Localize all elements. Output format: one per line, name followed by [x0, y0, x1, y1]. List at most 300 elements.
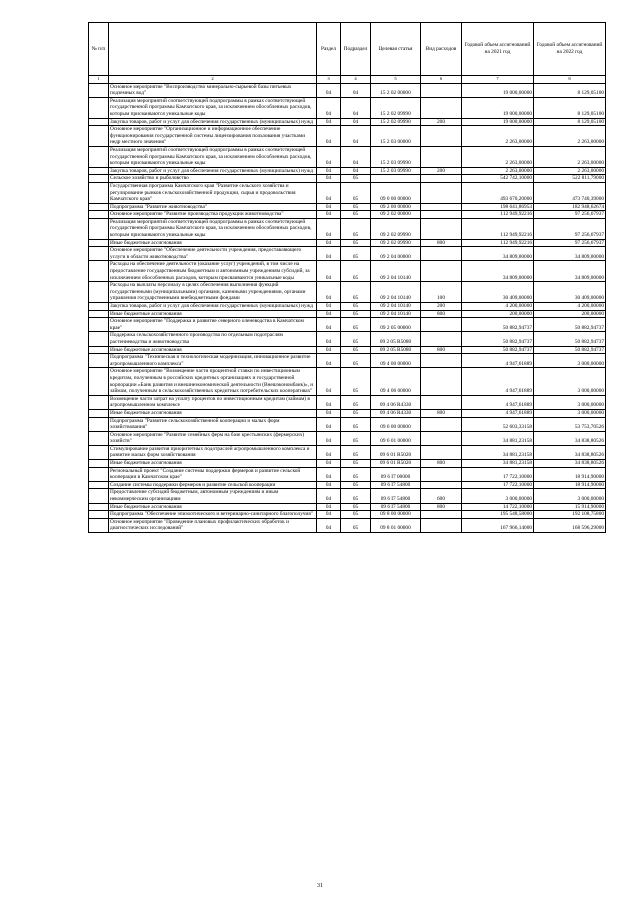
vid-cell	[421, 261, 462, 282]
col-number: 4	[341, 76, 371, 84]
num-cell	[89, 409, 109, 417]
amount-2022-cell: 522 811,79000	[534, 175, 606, 183]
razdel-cell: 04	[317, 247, 341, 261]
tselevaya-cell: 15 2 02 00000	[371, 83, 421, 97]
vid-cell	[421, 318, 462, 332]
razdel-cell: 04	[317, 239, 341, 247]
podrazdel-cell: 05	[341, 261, 371, 282]
name-cell: Возмещение части затрат на уплату процентов по инвестиционным кредитам (займам) в агропромышленном комплексе	[109, 395, 317, 409]
podrazdel-cell: 05	[341, 239, 371, 247]
num-cell	[89, 282, 109, 303]
podrazdel-cell: 05	[341, 467, 371, 481]
header-2022: Годовой объем ассигнований на 2022 год	[534, 23, 606, 76]
num-cell	[89, 354, 109, 368]
header-podrazdel: Подраздел	[341, 23, 371, 76]
name-cell: Реализация мероприятий соответствующей подпрограммы в рамках соответствующей государственной программы Камчатского края, за исключением обособленных расходов, которым присваиваются уникальные коды	[109, 146, 317, 167]
vid-cell	[421, 481, 462, 489]
name-cell: Подпрограмма "Техническая и технологическая модернизация, инновационное развитие агропромышленного комплекса"	[109, 354, 317, 368]
vid-cell	[421, 445, 462, 459]
col-number: 2	[109, 76, 317, 84]
num-cell	[89, 310, 109, 318]
header-num: № п/п	[89, 23, 109, 76]
table-row	[89, 303, 606, 311]
podrazdel-cell: 05	[341, 417, 371, 431]
header-2021: Годовой объем ассигнований на 2021 год	[462, 23, 534, 76]
vid-cell	[421, 467, 462, 481]
name-cell: Подпрограмма "Обеспечение эпизоотического и ветеринарно-санитарного благополучия"	[109, 511, 317, 519]
num-cell	[89, 511, 109, 519]
podrazdel-cell: 05	[341, 489, 371, 503]
col-number: 7	[462, 76, 534, 84]
razdel-cell: 04	[317, 211, 341, 219]
amount-2021-cell: 14 722,10000	[462, 503, 534, 511]
vid-cell	[421, 211, 462, 219]
amount-2022-cell: 34 809,00000	[534, 261, 606, 282]
name-cell: Реализация мероприятий соответствующей подпрограммы в рамках соответствующей государственной программы Камчатского края, за исключением обособленных расходов, которым присваиваются уникальные коды	[109, 218, 317, 239]
name-cell: Основное мероприятие "Воспроизводство минерально-сырьевой базы питьевых подземных вод"	[109, 83, 317, 97]
amount-2021-cell: 34 809,00000	[462, 261, 534, 282]
table-row	[89, 417, 606, 431]
column-number-row	[89, 76, 606, 84]
tselevaya-cell: 09 2 02 09990	[371, 218, 421, 239]
razdel-cell: 04	[317, 318, 341, 332]
amount-2021-cell: 34 881,23158	[462, 431, 534, 445]
table-row	[89, 503, 606, 511]
tselevaya-cell: 09 2 04 10140	[371, 310, 421, 318]
name-cell: Иные бюджетные ассигнования	[109, 460, 317, 468]
vid-cell	[421, 218, 462, 239]
amount-2022-cell: 97 256,67937	[534, 218, 606, 239]
name-cell: Государственная программа Камчатского края "Развитие сельского хозяйства и регулирование рынков сельскохозяйственной продукции, сырья и продовольствия Камчатского края"	[109, 182, 317, 203]
name-cell: Основное мероприятие "Обеспечение деятельности учреждения, предоставляющего услуги в области животноводства"	[109, 247, 317, 261]
vid-cell: 100	[421, 282, 462, 303]
tselevaya-cell: 09 2 04 10140	[371, 303, 421, 311]
amount-2022-cell: 30 409,00000	[534, 282, 606, 303]
razdel-cell: 04	[317, 417, 341, 431]
table-row	[89, 481, 606, 489]
amount-2022-cell: 4 200,00000	[534, 303, 606, 311]
podrazdel-cell: 05	[341, 332, 371, 346]
name-cell: Основное мероприятие "Развитие производства продукции животноводства"	[109, 211, 317, 219]
name-cell: Иные бюджетные ассигнования	[109, 310, 317, 318]
vid-cell	[421, 518, 462, 532]
vid-cell: 200	[421, 167, 462, 175]
table-row	[89, 445, 606, 459]
table-row	[89, 511, 606, 519]
name-cell: Основное мероприятие "Поддержка и развитие северного оленеводства в Камчатском крае"	[109, 318, 317, 332]
name-cell: Основное мероприятие "Развитие семейных ферм на базе крестьянских (фермерских) хозяйств"	[109, 431, 317, 445]
razdel-cell: 04	[317, 395, 341, 409]
podrazdel-cell: 05	[341, 282, 371, 303]
podrazdel-cell: 05	[341, 354, 371, 368]
amount-2022-cell: 97 256,67937	[534, 211, 606, 219]
amount-2022-cell: 53 753,70526	[534, 417, 606, 431]
amount-2022-cell: 3 000,00000	[534, 395, 606, 409]
tselevaya-cell: 09 6 00 00000	[371, 417, 421, 431]
amount-2022-cell: 34 838,80526	[534, 460, 606, 468]
vid-cell	[421, 175, 462, 183]
name-cell: Иные бюджетные ассигнования	[109, 239, 317, 247]
num-cell	[89, 460, 109, 468]
amount-2021-cell: 167 966,14000	[462, 518, 534, 532]
name-cell: Поддержка сельскохозяйственного производства по отдельным подотраслям растениеводства и животноводства	[109, 332, 317, 346]
amount-2022-cell: 2 263,00000	[534, 126, 606, 147]
name-cell: Предоставление субсидий бюджетным, автономным учреждениям и иным некоммерческим организациям	[109, 489, 317, 503]
podrazdel-cell: 05	[341, 409, 371, 417]
podrazdel-cell: 04	[341, 83, 371, 97]
vid-cell	[421, 126, 462, 147]
razdel-cell: 04	[317, 511, 341, 519]
razdel-cell: 04	[317, 518, 341, 532]
podrazdel-cell: 05	[341, 303, 371, 311]
razdel-cell: 04	[317, 97, 341, 118]
razdel-cell: 04	[317, 167, 341, 175]
razdel-cell: 04	[317, 182, 341, 203]
vid-cell	[421, 182, 462, 203]
tselevaya-cell: 09 6 I7 54800	[371, 503, 421, 511]
name-cell: Региональный проект "Создание системы поддержки фермеров и развитие сельской кооперации в Камчатском крае"	[109, 467, 317, 481]
name-cell: Иные бюджетные ассигнования	[109, 346, 317, 354]
amount-2021-cell: 4 947,61889	[462, 409, 534, 417]
vid-cell: 800	[421, 503, 462, 511]
table-row	[89, 118, 606, 126]
amount-2021-cell: 17 722,10000	[462, 481, 534, 489]
num-cell	[89, 126, 109, 147]
amount-2022-cell: 50 882,94737	[534, 318, 606, 332]
tselevaya-cell: 09 6 01 R5020	[371, 460, 421, 468]
header-name	[109, 23, 317, 76]
name-cell: Стимулирование развития приоритетных подотраслей агропромышленного комплекса и развитие малых форм хозяйствования	[109, 445, 317, 459]
podrazdel-cell: 05	[341, 460, 371, 468]
amount-2021-cell: 493 670,20000	[462, 182, 534, 203]
table-row	[89, 203, 606, 211]
tselevaya-cell: 09 2 04 10140	[371, 261, 421, 282]
table-row	[89, 146, 606, 167]
razdel-cell: 04	[317, 467, 341, 481]
razdel-cell: 04	[317, 303, 341, 311]
tselevaya-cell: 09 4 06 R4330	[371, 409, 421, 417]
amount-2021-cell: 52 603,33158	[462, 417, 534, 431]
amount-2021-cell: 112 949,92216	[462, 239, 534, 247]
amount-2021-cell: 34 809,00000	[462, 247, 534, 261]
amount-2021-cell: 200,00000	[462, 310, 534, 318]
vid-cell: 200	[421, 303, 462, 311]
vid-cell	[421, 354, 462, 368]
table-row	[89, 395, 606, 409]
col-number: 1	[89, 76, 109, 84]
vid-cell	[421, 431, 462, 445]
amount-2021-cell: 34 881,23158	[462, 445, 534, 459]
podrazdel-cell: 04	[341, 146, 371, 167]
podrazdel-cell: 05	[341, 247, 371, 261]
num-cell	[89, 481, 109, 489]
podrazdel-cell: 04	[341, 167, 371, 175]
razdel-cell: 04	[317, 460, 341, 468]
num-cell	[89, 318, 109, 332]
vid-cell: 800	[421, 239, 462, 247]
amount-2022-cell: 8 129,05100	[534, 118, 606, 126]
name-cell: Подпрограмма "Развитие животноводства"	[109, 203, 317, 211]
vid-cell	[421, 97, 462, 118]
amount-2021-cell: 4 947,61889	[462, 368, 534, 395]
podrazdel-cell: 05	[341, 318, 371, 332]
vid-cell: 600	[421, 489, 462, 503]
amount-2021-cell: 3 000,00000	[462, 489, 534, 503]
table-row	[89, 310, 606, 318]
tselevaya-cell: 09 6 01 R5020	[371, 445, 421, 459]
tselevaya-cell: 09 2 02 00000	[371, 211, 421, 219]
podrazdel-cell: 05	[341, 211, 371, 219]
amount-2022-cell: 8 129,05100	[534, 83, 606, 97]
podrazdel-cell: 05	[341, 182, 371, 203]
name-cell: Подпрограмма "Развитие сельскохозяйственной кооперации и малых форм хозяйствования"	[109, 417, 317, 431]
num-cell	[89, 247, 109, 261]
vid-cell: 800	[421, 310, 462, 318]
razdel-cell: 04	[317, 261, 341, 282]
num-cell	[89, 417, 109, 431]
amount-2022-cell: 34 809,00000	[534, 247, 606, 261]
name-cell: Иные бюджетные ассигнования	[109, 503, 317, 511]
num-cell	[89, 167, 109, 175]
tselevaya-cell: 09 2 00 00000	[371, 203, 421, 211]
razdel-cell: 04	[317, 445, 341, 459]
tselevaya-cell: 15 2 03 00000	[371, 126, 421, 147]
num-cell	[89, 503, 109, 511]
amount-2022-cell: 50 882,94737	[534, 346, 606, 354]
table-row	[89, 261, 606, 282]
tselevaya-cell: 09 6 I7 00000	[371, 467, 421, 481]
num-cell	[89, 489, 109, 503]
table-row	[89, 97, 606, 118]
amount-2021-cell: 17 722,10000	[462, 467, 534, 481]
table-row	[89, 332, 606, 346]
amount-2022-cell: 182 948,62674	[534, 203, 606, 211]
podrazdel-cell: 05	[341, 431, 371, 445]
header-razdel: Раздел	[317, 23, 341, 76]
table-row	[89, 409, 606, 417]
table-row	[89, 282, 606, 303]
table-row	[89, 182, 606, 203]
amount-2021-cell: 112 949,92216	[462, 211, 534, 219]
num-cell	[89, 239, 109, 247]
amount-2022-cell: 3 000,00000	[534, 368, 606, 395]
num-cell	[89, 518, 109, 532]
podrazdel-cell: 05	[341, 395, 371, 409]
amount-2021-cell: 19 000,00000	[462, 118, 534, 126]
amount-2022-cell: 473 740,39000	[534, 182, 606, 203]
table-row	[89, 489, 606, 503]
table-row	[89, 368, 606, 395]
amount-2021-cell: 4 947,61889	[462, 395, 534, 409]
name-cell: Закупка товаров, работ и услуг для обеспечения государственных (муниципальных) нужд	[109, 167, 317, 175]
razdel-cell: 04	[317, 175, 341, 183]
razdel-cell: 04	[317, 332, 341, 346]
amount-2022-cell: 3 000,00000	[534, 489, 606, 503]
amount-2021-cell: 198 641,86953	[462, 203, 534, 211]
amount-2022-cell: 2 263,00000	[534, 167, 606, 175]
tselevaya-cell: 09 2 02 09990	[371, 239, 421, 247]
tselevaya-cell: 09 2 04 10140	[371, 282, 421, 303]
table-row	[89, 354, 606, 368]
name-cell: Основное мероприятие "Организационное и информационное обеспечение функционирования государственной системы лицензирования пользования участками недр местного значения"	[109, 126, 317, 147]
tselevaya-cell: 09 2 05 00000	[371, 318, 421, 332]
name-cell: Основное мероприятие "Возмещение части процентной ставки по инвестиционным кредитам, полученным в российских кредитных организациях и государственной корпорации «Банк развития и внешнеэкономической деятельности (Внешэкономбанк)», и займам, полученным в сельскохозяйственных кредитных потребительских кооперативах"	[109, 368, 317, 395]
table-row	[89, 467, 606, 481]
vid-cell	[421, 203, 462, 211]
amount-2022-cell: 34 838,80526	[534, 445, 606, 459]
table-row	[89, 318, 606, 332]
amount-2021-cell: 50 882,94737	[462, 318, 534, 332]
header-row	[89, 23, 606, 76]
razdel-cell: 04	[317, 346, 341, 354]
vid-cell	[421, 83, 462, 97]
razdel-cell: 04	[317, 354, 341, 368]
amount-2021-cell: 30 409,00000	[462, 282, 534, 303]
vid-cell	[421, 247, 462, 261]
vid-cell	[421, 417, 462, 431]
num-cell	[89, 395, 109, 409]
podrazdel-cell: 05	[341, 175, 371, 183]
tselevaya-cell: 09 4 06 00000	[371, 368, 421, 395]
vid-cell	[421, 395, 462, 409]
vid-cell: 800	[421, 409, 462, 417]
table-body	[89, 83, 606, 532]
table-row	[89, 167, 606, 175]
razdel-cell: 04	[317, 368, 341, 395]
razdel-cell: 04	[317, 310, 341, 318]
tselevaya-cell	[371, 175, 421, 183]
podrazdel-cell: 04	[341, 126, 371, 147]
podrazdel-cell: 05	[341, 503, 371, 511]
name-cell: Расходы на обеспечение деятельности (оказание услуг) учреждений, в том числе на предоставление государственным бюджетным и автономным учреждениям субсидий, за исключением обособленных расходов, которым присваиваются уникальные коды	[109, 261, 317, 282]
table-row	[89, 247, 606, 261]
vid-cell: 200	[421, 118, 462, 126]
podrazdel-cell: 05	[341, 218, 371, 239]
razdel-cell: 04	[317, 218, 341, 239]
name-cell: Закупка товаров, работ и услуг для обеспечения государственных (муниципальных) нужд	[109, 118, 317, 126]
table-row	[89, 126, 606, 147]
podrazdel-cell: 04	[341, 97, 371, 118]
num-cell	[89, 332, 109, 346]
amount-2021-cell: 19 000,00000	[462, 83, 534, 97]
tselevaya-cell: 09 6 I7 54800	[371, 489, 421, 503]
razdel-cell: 04	[317, 431, 341, 445]
razdel-cell: 04	[317, 126, 341, 147]
amount-2022-cell: 18 914,90000	[534, 481, 606, 489]
razdel-cell: 04	[317, 489, 341, 503]
razdel-cell: 04	[317, 282, 341, 303]
col-number: 8	[534, 76, 606, 84]
amount-2021-cell: 112 949,92216	[462, 218, 534, 239]
num-cell	[89, 368, 109, 395]
amount-2021-cell: 19 000,00000	[462, 97, 534, 118]
tselevaya-cell: 09 4 00 00000	[371, 354, 421, 368]
amount-2022-cell: 34 838,80526	[534, 431, 606, 445]
num-cell	[89, 261, 109, 282]
amount-2022-cell: 192 108,75800	[534, 511, 606, 519]
amount-2022-cell: 2 263,00000	[534, 146, 606, 167]
amount-2021-cell: 2 263,00000	[462, 126, 534, 147]
podrazdel-cell: 05	[341, 346, 371, 354]
name-cell: Иные бюджетные ассигнования	[109, 409, 317, 417]
name-cell: Закупка товаров, работ и услуг для обеспечения государственных (муниципальных) нужд	[109, 303, 317, 311]
name-cell: Реализация мероприятий соответствующей подпрограммы в рамках соответствующей государственной программы Камчатского края, за исключением обособленных расходов, которым присваиваются уникальные коды	[109, 97, 317, 118]
amount-2021-cell: 542 742,10000	[462, 175, 534, 183]
num-cell	[89, 175, 109, 183]
budget-table	[88, 22, 606, 533]
table-row	[89, 239, 606, 247]
amount-2022-cell: 8 129,05100	[534, 97, 606, 118]
table-row	[89, 211, 606, 219]
amount-2022-cell: 18 914,90000	[534, 467, 606, 481]
table-row	[89, 431, 606, 445]
num-cell	[89, 83, 109, 97]
amount-2022-cell: 3 000,00000	[534, 409, 606, 417]
amount-2022-cell: 15 914,90000	[534, 503, 606, 511]
vid-cell	[421, 511, 462, 519]
num-cell	[89, 211, 109, 219]
tselevaya-cell: 09 0 00 00000	[371, 182, 421, 203]
num-cell	[89, 203, 109, 211]
num-cell	[89, 218, 109, 239]
tselevaya-cell: 09 4 06 R4330	[371, 395, 421, 409]
num-cell	[89, 146, 109, 167]
podrazdel-cell: 05	[341, 310, 371, 318]
amount-2021-cell: 34 881,23158	[462, 460, 534, 468]
amount-2022-cell: 168 596,29000	[534, 518, 606, 532]
header-vid: Вид расходов	[421, 23, 462, 76]
num-cell	[89, 445, 109, 459]
num-cell	[89, 431, 109, 445]
tselevaya-cell: 15 2 02 09990	[371, 118, 421, 126]
header-tselevaya: Целевая статья	[371, 23, 421, 76]
razdel-cell: 04	[317, 146, 341, 167]
col-number: 3	[317, 76, 341, 84]
tselevaya-cell: 09 8 00 00000	[371, 511, 421, 519]
table-row	[89, 460, 606, 468]
razdel-cell: 04	[317, 118, 341, 126]
podrazdel-cell: 05	[341, 368, 371, 395]
amount-2022-cell: 200,00000	[534, 310, 606, 318]
podrazdel-cell: 05	[341, 445, 371, 459]
tselevaya-cell: 09 2 05 R5080	[371, 346, 421, 354]
tselevaya-cell: 09 2 04 00000	[371, 247, 421, 261]
num-cell	[89, 303, 109, 311]
amount-2022-cell: 3 000,00000	[534, 354, 606, 368]
num-cell	[89, 467, 109, 481]
tselevaya-cell: 09 2 05 R5080	[371, 332, 421, 346]
tselevaya-cell: 15 2 02 09990	[371, 97, 421, 118]
vid-cell: 800	[421, 346, 462, 354]
tselevaya-cell: 09 8 01 00000	[371, 518, 421, 532]
amount-2021-cell: 195 548,58000	[462, 511, 534, 519]
table-row	[89, 83, 606, 97]
tselevaya-cell: 09 6 01 00000	[371, 431, 421, 445]
amount-2021-cell: 4 947,61889	[462, 354, 534, 368]
razdel-cell: 04	[317, 203, 341, 211]
razdel-cell: 04	[317, 409, 341, 417]
amount-2022-cell: 50 882,94737	[534, 332, 606, 346]
podrazdel-cell: 05	[341, 481, 371, 489]
vid-cell	[421, 146, 462, 167]
table-row	[89, 346, 606, 354]
name-cell: Сельское хозяйство и рыболовство	[109, 175, 317, 183]
vid-cell: 800	[421, 460, 462, 468]
col-number: 5	[371, 76, 421, 84]
amount-2021-cell: 50 882,94737	[462, 346, 534, 354]
amount-2021-cell: 50 882,94737	[462, 332, 534, 346]
razdel-cell: 04	[317, 481, 341, 489]
